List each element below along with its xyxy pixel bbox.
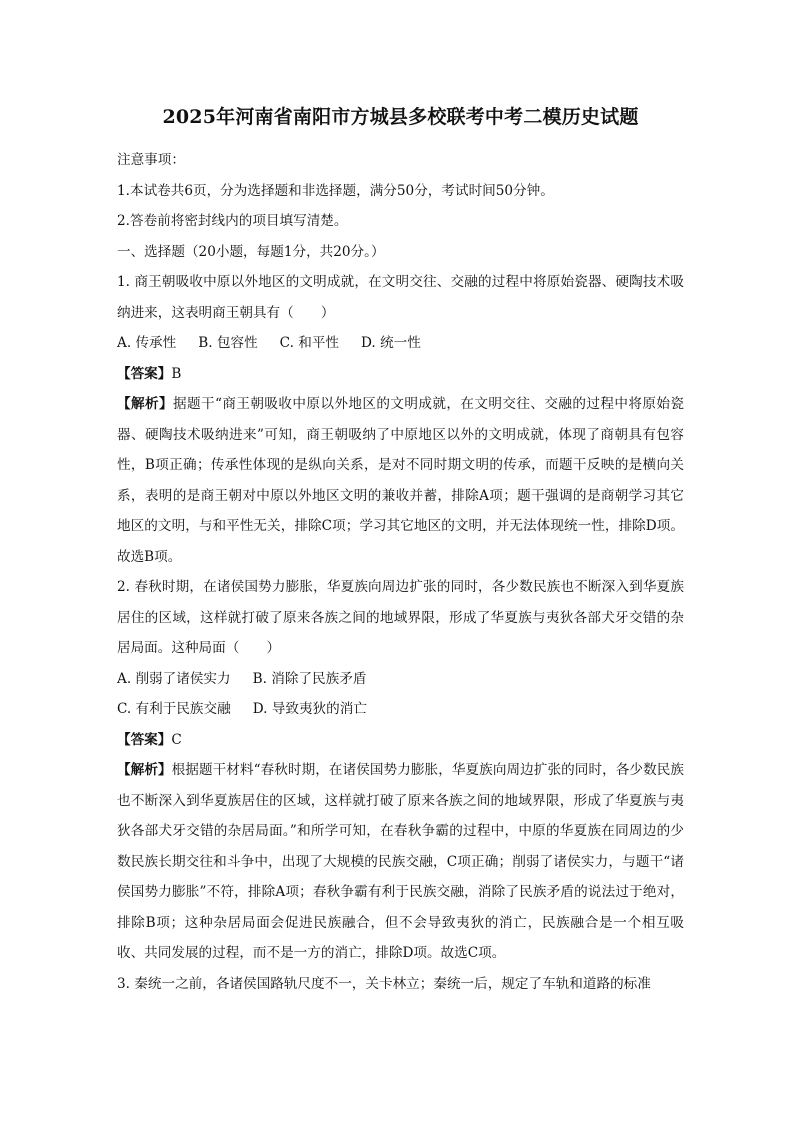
notice-item-1: 1.本试卷共6页，分为选择题和非选择题，满分50分，考试时间50分钟。	[117, 182, 554, 199]
question-2-option-b: B. 消除了民族矛盾	[252, 670, 367, 687]
analysis-tag: 【解析】	[117, 762, 172, 778]
question-2-answer-value: C	[171, 731, 182, 748]
question-2-analysis-text: 根据题干材料“春秋时期，在诸侯国势力膨胀，华夏族向周边扩张的同时，各少数民族也不断深入到华夏族居住的区域，这样就打破了原来各族之间的地域界限，形成了华夏族与夷狄各部犬牙交错的杂居局面。”和所学可知，在春秋争霸的过程中，中原的华夏族在同周边的少数民族长期交往和斗争中，出现了大规模的民族交融，C项正确；削弱了诸侯实力，与题干“诸侯国势力膨胀”不符，排除A项；春秋争霸有利于民族交融，消除了民族矛盾的说法过于绝对，排除B项；这种杂居局面会促进民族融合，但不会导致夷狄的消亡，民族融合是一个相互吸收、共同发展的过程，而不是一方的消亡，排除D项。故选C项。	[117, 762, 684, 961]
question-1-options	[117, 328, 684, 359]
page-title: 2025年河南省南阳市方城县多校联考中考二模历史试题	[162, 106, 639, 128]
question-1-answer	[117, 359, 684, 390]
question-2-stem: 2. 春秋时期，在诸侯国势力膨胀，华夏族向周边扩张的同时，各少数民族也不断深入到华夏族居住的区域，这样就打破了原来各族之间的地域界限，形成了华夏族与夷狄各部犬牙交错的杂居局面。这种局面（ ）	[117, 579, 684, 656]
question-1-option-a: A. 传承性	[117, 335, 177, 351]
question-3-stem: 3. 秦统一之前，各诸侯国路轨尺度不一，关卡林立；秦统一后，规定了车轨和道路的标准	[117, 975, 651, 992]
answer-tag: 【答案】	[117, 731, 172, 748]
question-1-stem: 1. 商王朝吸收中原以外地区的文明成就，在文明交往、交融的过程中将原始瓷器、硬陶技术吸纳进来，这表明商王朝具有（ ）	[117, 274, 684, 321]
question-2-option-c: C. 有利于民族交融	[117, 701, 231, 717]
question-2-options-row-1	[117, 664, 684, 695]
notice-item-2: 2.答卷前将密封线内的项目填写清楚。	[117, 213, 348, 229]
question-2-option-a: A. 削弱了诸侯实力	[117, 670, 231, 687]
question-1-analysis	[117, 389, 684, 572]
analysis-tag: 【解析】	[117, 396, 174, 412]
question-1-option-d: D. 统一性	[361, 335, 421, 351]
question-2-option-d: D. 导致夷狄的消亡	[252, 701, 367, 717]
question-1-analysis-text: 据题干“商王朝吸收中原以外地区的文明成就，在文明交往、交融的过程中将原始瓷器、硬陶技术吸纳进来”可知，商王朝吸纳了中原地区以外的文明成就，体现了商朝具有包容性，B项正确；传承性体现的是纵向关系，是对不同时期文明的传承，而题干反映的是横向关系，表明的是商王朝对中原以外地区文明的兼收并蓄，排除A项；题干强调的是商朝学习其它地区的文明，与和平性无关，排除C项；学习其它地区的文明，并无法体现统一性，排除D项。故选B项。	[117, 396, 685, 565]
question-1-answer-value: B	[171, 365, 182, 382]
section-heading: 一、选择题（20小题，每题1分，共20分。）	[117, 243, 385, 260]
question-2-options-row-2	[117, 694, 684, 725]
question-2-answer	[117, 725, 684, 756]
question-1-option-c: C. 和平性	[279, 335, 340, 351]
question-1-option-b: B. 包容性	[198, 335, 258, 351]
question-2-analysis	[117, 755, 684, 969]
answer-tag: 【答案】	[117, 365, 172, 382]
notice-heading: 注意事项：	[117, 152, 185, 168]
